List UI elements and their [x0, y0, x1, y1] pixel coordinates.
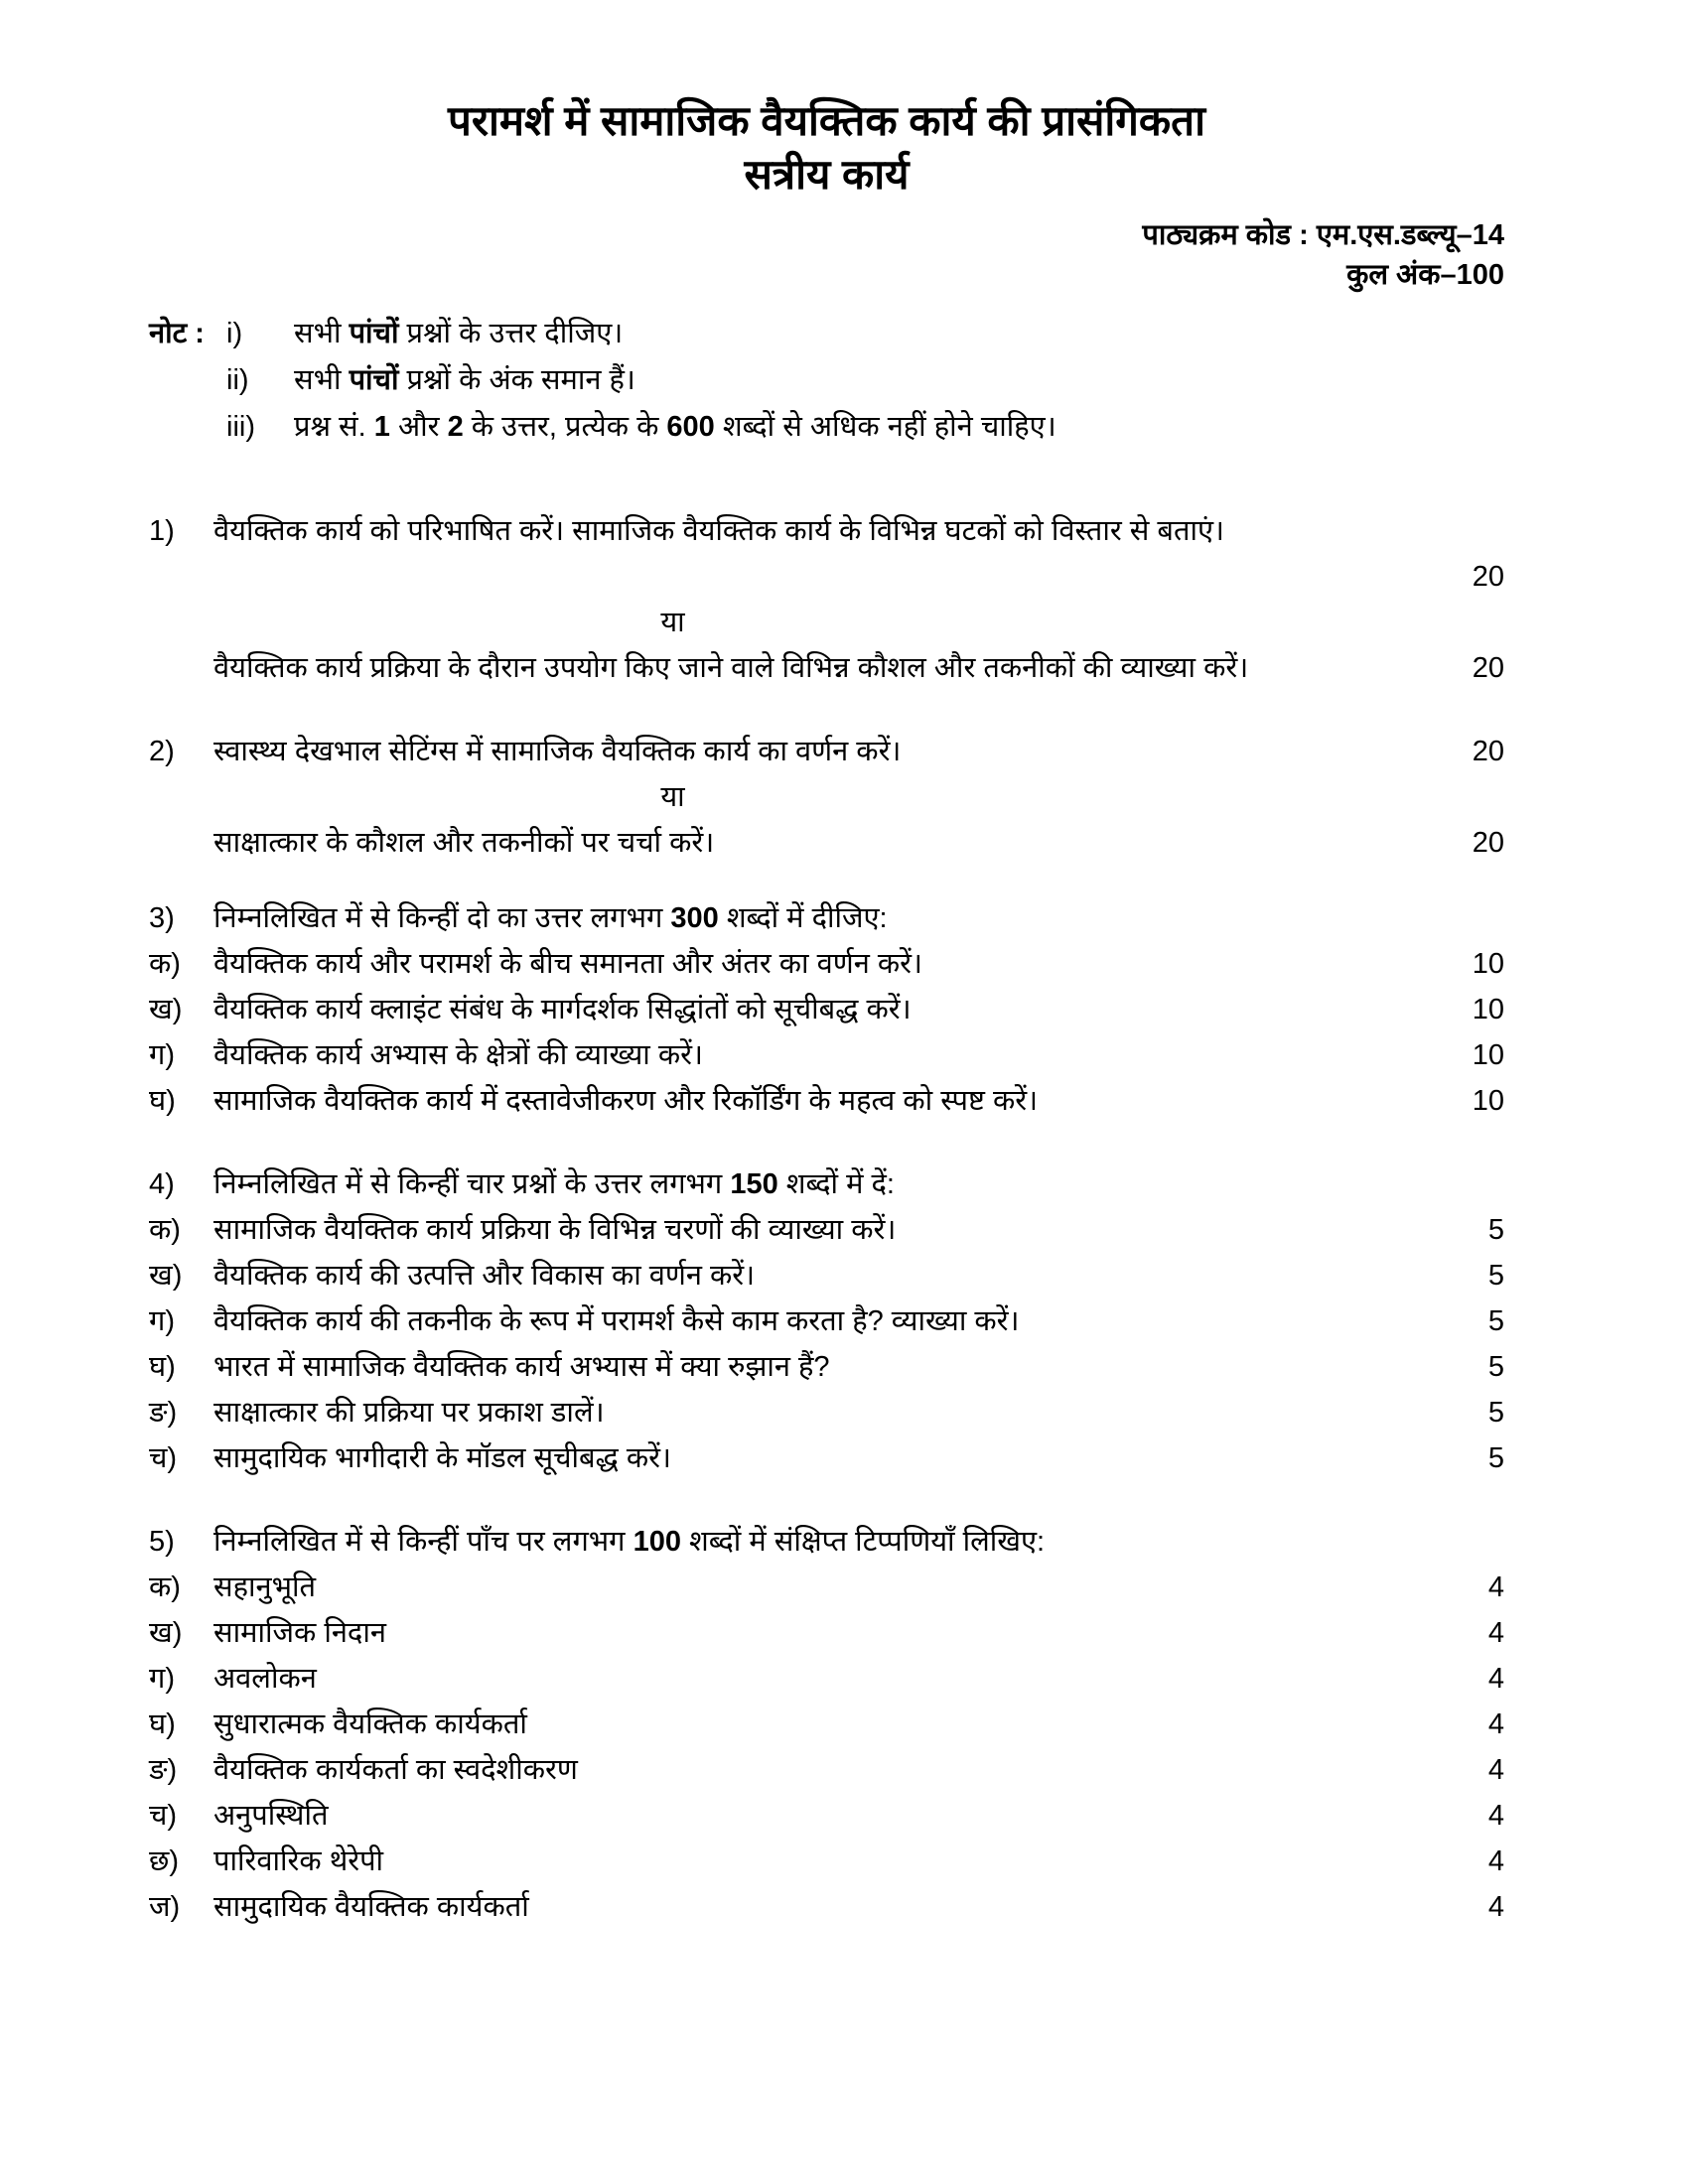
- sub-question-row: [149, 1610, 1504, 1656]
- sub-question-row: [149, 1793, 1504, 1839]
- sub-question-text: सुधारात्मक वैयक्तिक कार्यकर्ता: [213, 1708, 527, 1740]
- marks-value: 20: [1472, 827, 1504, 859]
- marks-value: 5: [1487, 1305, 1504, 1337]
- sub-question-letter: ङ): [149, 1397, 178, 1429]
- sub-question-row: [149, 1747, 1504, 1793]
- sub-question-row: [149, 1884, 1504, 1930]
- marks-value: 10: [1472, 1085, 1504, 1117]
- question-alt-text: साक्षात्कार के कौशल और तकनीकों पर चर्चा करें।: [213, 827, 715, 859]
- marks-value: 20: [1472, 736, 1504, 767]
- sub-question-letter: घ): [149, 1708, 176, 1740]
- marks-value: 5: [1487, 1351, 1504, 1383]
- sub-question-letter: ख): [149, 1617, 183, 1649]
- question-1: [149, 508, 1504, 691]
- sub-question-text: साक्षात्कार की प्रक्रिया पर प्रकाश डालें।: [213, 1397, 605, 1429]
- marks-value: 20: [1472, 561, 1504, 593]
- sub-question-row: [149, 1702, 1504, 1747]
- marks-value: 20: [1472, 652, 1504, 684]
- marks-value: 5: [1487, 1397, 1504, 1429]
- question-row: [149, 820, 1504, 866]
- marks-value: 4: [1487, 1617, 1504, 1649]
- sub-question-text: भारत में सामाजिक वैयक्तिक कार्य अभ्यास में क्या रुझान हैं?: [213, 1351, 830, 1383]
- sub-question-letter: ग): [149, 1305, 175, 1337]
- sub-question-row: [149, 1656, 1504, 1702]
- note-label-spacer: [149, 404, 226, 451]
- note-item-number: ii): [226, 364, 249, 396]
- note-item-text: सभी पांचों प्रश्नों के अंक समान हैं।: [294, 364, 635, 396]
- question-number: 3): [149, 902, 175, 934]
- sub-question-letter: ख): [149, 994, 183, 1025]
- sub-question-row: [149, 1032, 1504, 1078]
- sub-question-letter: क): [149, 948, 181, 980]
- sub-question-row: [149, 941, 1504, 987]
- question-4: [149, 1161, 1504, 1481]
- sub-question-text: सहानुभूति: [213, 1571, 317, 1603]
- sub-question-letter: ज): [149, 1891, 181, 1923]
- sub-question-letter: क): [149, 1214, 181, 1246]
- sub-question-letter: ग): [149, 1663, 175, 1695]
- marks-value: 4: [1487, 1845, 1504, 1877]
- question-header-text: निम्नलिखित में से किन्हीं चार प्रश्नों के उत्तर लगभग 150 शब्दों में दें:: [213, 1168, 895, 1200]
- question-3: [149, 895, 1504, 1124]
- page-title: परामर्श में सामाजिक वैयक्तिक कार्य की प्रासंगिकता: [448, 97, 1205, 144]
- marks-value: 4: [1487, 1571, 1504, 1603]
- question-alt-text: वैयक्तिक कार्य प्रक्रिया के दौरान उपयोग किए जाने वाले विभिन्न कौशल और तकनीकों की व्याख्या करें।: [213, 652, 1249, 684]
- marks-value: 5: [1487, 1214, 1504, 1246]
- sub-question-row: [149, 1078, 1504, 1124]
- question-row: [149, 508, 1504, 554]
- marks-value: 4: [1487, 1800, 1504, 1832]
- note-section: [149, 311, 1504, 451]
- note-item: [149, 357, 1504, 404]
- total-marks: कुल अंक–100: [1346, 259, 1504, 291]
- marks-value: 4: [1487, 1891, 1504, 1923]
- or-separator: या: [660, 607, 685, 638]
- sub-question-letter: घ): [149, 1085, 176, 1117]
- sub-question-text: वैयक्तिक कार्य की तकनीक के रूप में परामर्श कैसे काम करता है? व्याख्या करें।: [213, 1305, 1020, 1337]
- marks-value: 10: [1472, 1039, 1504, 1071]
- sub-question-text: पारिवारिक थेरेपी: [213, 1845, 384, 1877]
- page-subtitle: सत्रीय कार्य: [744, 151, 910, 198]
- question-text: स्वास्थ्य देखभाल सेटिंग्स में सामाजिक वैयक्तिक कार्य का वर्णन करें।: [213, 736, 902, 767]
- sub-question-text: वैयक्तिक कार्य क्लाइंट संबंध के मार्गदर्शक सिद्धांतों को सूचीबद्ध करें।: [213, 994, 912, 1025]
- sub-question-text: वैयक्तिक कार्य अभ्यास के क्षेत्रों की व्याख्या करें।: [213, 1039, 703, 1071]
- course-code: पाठ्यक्रम कोड : एम.एस.डब्ल्यू–14: [1142, 219, 1504, 251]
- marks-value: 5: [1487, 1442, 1504, 1474]
- sub-question-text: वैयक्तिक कार्य और परामर्श के बीच समानता और अंतर का वर्णन करें।: [213, 948, 922, 980]
- question-row: [149, 729, 1504, 774]
- sub-question-letter: घ): [149, 1351, 176, 1383]
- sub-question-text: सामाजिक वैयक्तिक कार्य में दस्तावेजीकरण और रिकॉर्डिंग के महत्व को स्पष्ट करें।: [213, 1085, 1039, 1117]
- sub-question-letter: च): [149, 1800, 178, 1832]
- note-item-number: iii): [226, 411, 255, 443]
- note-item-number: i): [226, 318, 243, 349]
- question-row: [149, 1519, 1504, 1565]
- question-row: [149, 1161, 1504, 1207]
- note-label-spacer: [149, 357, 226, 404]
- question-2: [149, 729, 1504, 866]
- marks-value: 10: [1472, 948, 1504, 980]
- question-header-text: निम्नलिखित में से किन्हीं दो का उत्तर लगभग 300 शब्दों में दीजिए:: [213, 902, 888, 934]
- question-text: वैयक्तिक कार्य को परिभाषित करें। सामाजिक वैयक्तिक कार्य के विभिन्न घटकों को विस्तार से बताएं।: [213, 515, 1225, 547]
- sub-question-row: [149, 987, 1504, 1032]
- sub-question-text: सामाजिक वैयक्तिक कार्य प्रक्रिया के विभिन्न चरणों की व्याख्या करें।: [213, 1214, 897, 1246]
- sub-question-text: वैयक्तिक कार्य की उत्पत्ति और विकास का वर्णन करें।: [213, 1260, 756, 1292]
- marks-value: 10: [1472, 994, 1504, 1025]
- sub-question-letter: च): [149, 1442, 178, 1474]
- sub-question-letter: ख): [149, 1260, 183, 1292]
- sub-question-text: सामुदायिक वैयक्तिक कार्यकर्ता: [213, 1891, 529, 1923]
- sub-question-row: [149, 1839, 1504, 1884]
- question-number: 5): [149, 1526, 175, 1558]
- question-5: [149, 1519, 1504, 1930]
- course-meta: [149, 215, 1504, 295]
- note-item: [149, 311, 1504, 357]
- sub-question-text: वैयक्तिक कार्यकर्ता का स्वदेशीकरण: [213, 1754, 578, 1786]
- sub-question-letter: ग): [149, 1039, 175, 1071]
- sub-question-text: अवलोकन: [213, 1663, 317, 1695]
- marks-value: 4: [1487, 1663, 1504, 1695]
- question-header-text: निम्नलिखित में से किन्हीं पाँच पर लगभग 100 शब्दों में संक्षिप्त टिप्पणियाँ लिखिए:: [213, 1526, 1046, 1558]
- or-separator: या: [660, 781, 685, 813]
- note-label: नोट :: [149, 318, 205, 349]
- marks-value: 4: [1487, 1754, 1504, 1786]
- question-row: [149, 895, 1504, 941]
- question-row: [149, 645, 1504, 691]
- sub-question-row: [149, 1207, 1504, 1253]
- sub-question-letter: ङ): [149, 1754, 178, 1786]
- marks-value: 5: [1487, 1260, 1504, 1292]
- sub-question-text: सामुदायिक भागीदारी के मॉडल सूचीबद्ध करें।: [213, 1442, 671, 1474]
- sub-question-row: [149, 1344, 1504, 1390]
- sub-question-row: [149, 1298, 1504, 1344]
- question-number: 1): [149, 515, 175, 547]
- note-item: [149, 404, 1504, 451]
- note-item-text: सभी पांचों प्रश्नों के उत्तर दीजिए।: [294, 318, 624, 349]
- sub-question-row: [149, 1435, 1504, 1481]
- sub-question-row: [149, 1565, 1504, 1610]
- sub-question-row: [149, 1390, 1504, 1435]
- sub-question-row: [149, 1253, 1504, 1298]
- sub-question-text: सामाजिक निदान: [213, 1617, 386, 1649]
- marks-value: 4: [1487, 1708, 1504, 1740]
- question-number: 2): [149, 736, 175, 767]
- sub-question-letter: छ): [149, 1845, 179, 1877]
- sub-question-letter: क): [149, 1571, 181, 1603]
- note-item-text: प्रश्न सं. 1 और 2 के उत्तर, प्रत्येक के 600 शब्दों से अधिक नहीं होने चाहिए।: [294, 411, 1056, 443]
- question-number: 4): [149, 1168, 175, 1200]
- sub-question-text: अनुपस्थिति: [213, 1800, 329, 1832]
